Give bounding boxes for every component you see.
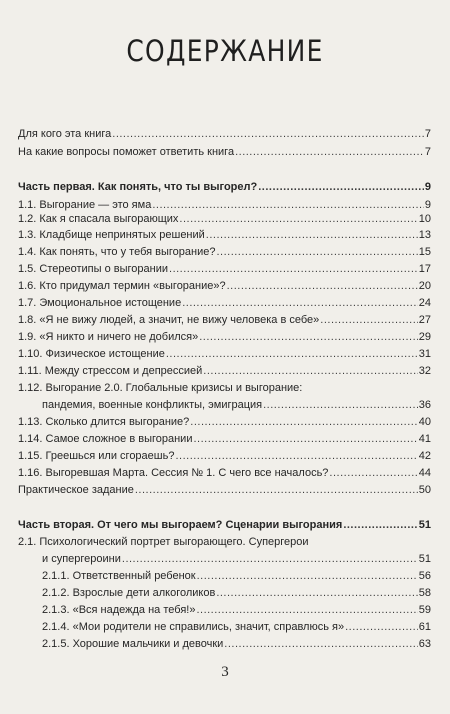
toc-entry-page: 10 bbox=[418, 213, 431, 225]
dot-leader bbox=[345, 620, 418, 634]
dot-leader bbox=[190, 415, 417, 429]
toc-entry-title: 1.3. Кладбище непринятых решений bbox=[18, 229, 205, 241]
toc-entry-page: 15 bbox=[418, 246, 431, 258]
page-title: СОДЕРЖАНИЕ bbox=[126, 34, 324, 68]
toc-entry-page: 56 bbox=[418, 570, 431, 582]
toc-entry-page: 32 bbox=[418, 365, 431, 377]
toc-entry-title: 2.1.3. «Вся надежда на тебя!» bbox=[42, 604, 196, 616]
toc-entry-title: 2.1.1. Ответственный ребенок bbox=[42, 570, 196, 582]
toc-entry-title: 1.16. Выгоревшая Марта. Сессия № 1. С чего все началось? bbox=[18, 467, 329, 479]
dot-leader bbox=[193, 432, 417, 446]
toc-subentry bbox=[42, 620, 431, 634]
toc-entry-title: Для кого эта книга bbox=[18, 128, 112, 140]
toc-entry-page: 17 bbox=[418, 263, 431, 275]
toc-entry-page: 36 bbox=[418, 399, 431, 411]
toc-entry-page: 51 bbox=[418, 519, 431, 531]
dot-leader bbox=[224, 637, 417, 651]
toc-subentry bbox=[42, 586, 431, 600]
dot-leader bbox=[329, 466, 417, 480]
toc-entry-page: 13 bbox=[418, 229, 431, 241]
toc-entry bbox=[18, 466, 431, 480]
toc-entry-continuation bbox=[42, 398, 431, 412]
toc-entry-page: 61 bbox=[418, 621, 431, 633]
toc-entry-title: 1.4. Как понять, что у тебя выгорание? bbox=[18, 246, 216, 258]
toc-entry-title-continuation: пандемия, военные конфликты, эмиграция bbox=[42, 399, 263, 411]
toc-entry-continuation bbox=[42, 552, 431, 566]
dot-leader bbox=[122, 552, 418, 566]
dot-leader bbox=[227, 279, 418, 293]
toc-entry-title: Часть первая. Как понять, что ты выгорел? bbox=[18, 181, 258, 193]
toc-subentry bbox=[42, 569, 431, 583]
toc-entry-title: 2.1.4. «Мои родители не справились, значит, справлюсь я» bbox=[42, 621, 345, 633]
toc-entry-page: 40 bbox=[418, 416, 431, 428]
toc-entry bbox=[18, 245, 431, 259]
toc-entry bbox=[18, 313, 431, 327]
toc-entry-title: 1.11. Между стрессом и депрессией bbox=[18, 365, 203, 377]
toc-entry-title: 1.8. «Я не вижу людей, а значит, не вижу человека в себе» bbox=[18, 314, 320, 326]
dot-leader bbox=[135, 483, 418, 497]
dot-leader bbox=[179, 212, 417, 226]
dot-leader bbox=[216, 586, 417, 600]
toc-entry-page: 42 bbox=[418, 450, 431, 462]
dot-leader bbox=[216, 245, 417, 259]
toc-entry-title-continuation: и супергероини bbox=[42, 553, 121, 565]
dot-leader bbox=[166, 347, 418, 361]
dot-leader bbox=[206, 228, 418, 242]
dot-leader bbox=[235, 145, 424, 159]
toc-entry bbox=[18, 415, 431, 429]
toc-entry-title: 1.5. Стереотипы о выгорании bbox=[18, 263, 169, 275]
dot-leader bbox=[196, 603, 417, 617]
toc-entry-title: 2.1.2. Взрослые дети алкоголиков bbox=[42, 587, 216, 599]
dot-leader bbox=[343, 518, 417, 532]
dot-leader bbox=[263, 398, 418, 412]
toc-entry bbox=[18, 262, 431, 276]
toc-entry-page: 20 bbox=[418, 280, 431, 292]
dot-leader bbox=[199, 330, 418, 344]
toc-entry-title: 1.13. Сколько длится выгорание? bbox=[18, 416, 190, 428]
toc-entry bbox=[18, 279, 431, 293]
toc-entry bbox=[18, 364, 431, 378]
toc-entry-title: 1.7. Эмоциональное истощение bbox=[18, 297, 182, 309]
toc-entry-title: 1.10. Физическое истощение bbox=[18, 348, 165, 360]
toc-entry-title: 1.12. Выгорание 2.0. Глобальные кризисы и выгорание: bbox=[18, 382, 303, 394]
toc-entry-title: 2.1. Психологический портрет выгорающего. Супергерои bbox=[18, 536, 309, 548]
toc-entry-page: 24 bbox=[418, 297, 431, 309]
toc-entry-title: 1.9. «Я никто и ничего не добился» bbox=[18, 331, 199, 343]
toc-entry-page: 7 bbox=[424, 128, 431, 140]
toc-entry-page: 63 bbox=[418, 638, 431, 650]
toc-entry-title: 1.2. Как я спасала выгорающих bbox=[18, 213, 179, 225]
toc-entry-title: 1.6. Кто придумал термин «выгорание»? bbox=[18, 280, 226, 292]
toc-subentry bbox=[42, 603, 431, 617]
dot-leader bbox=[203, 364, 417, 378]
toc-entry-page: 44 bbox=[418, 467, 431, 479]
dot-leader bbox=[182, 296, 418, 310]
toc-entry bbox=[18, 212, 431, 226]
toc-entry bbox=[18, 198, 431, 212]
toc-entry bbox=[18, 432, 431, 446]
toc-entry-page: 58 bbox=[418, 587, 431, 599]
toc-entry bbox=[18, 449, 431, 463]
toc-entry-title: 1.1. Выгорание — это яма bbox=[18, 199, 152, 211]
dot-leader bbox=[169, 262, 418, 276]
toc-entry bbox=[18, 483, 431, 497]
toc-entry bbox=[18, 228, 431, 242]
toc-entry-page: 41 bbox=[418, 433, 431, 445]
toc-entry-title: 2.1.5. Хорошие мальчики и девочки bbox=[42, 638, 224, 650]
toc-entry-page: 9 bbox=[424, 181, 431, 193]
toc-entry-title: Практическое задание bbox=[18, 484, 134, 496]
toc-entry bbox=[18, 330, 431, 344]
toc-entry-page: 51 bbox=[418, 553, 431, 565]
toc-subentry bbox=[42, 637, 431, 651]
toc-entry-page: 50 bbox=[418, 484, 431, 496]
dot-leader bbox=[258, 180, 424, 194]
dot-leader bbox=[152, 198, 424, 212]
dot-leader bbox=[197, 569, 418, 583]
page-number: 3 bbox=[221, 664, 229, 680]
toc-entry-title: Часть вторая. От чего мы выгораем? Сценарии выгорания bbox=[18, 519, 343, 531]
toc-entry-page: 7 bbox=[424, 146, 431, 158]
toc-entry-title: На какие вопросы поможет ответить книга bbox=[18, 146, 235, 158]
toc-entry-page: 9 bbox=[424, 199, 431, 211]
toc-entry bbox=[18, 296, 431, 310]
toc-part-heading bbox=[18, 518, 431, 532]
toc-entry-page: 27 bbox=[418, 314, 431, 326]
dot-leader bbox=[175, 449, 417, 463]
toc-entry-title: 1.14. Самое сложное в выгорании bbox=[18, 433, 193, 445]
toc-entry-page: 31 bbox=[418, 348, 431, 360]
toc-entry bbox=[18, 127, 431, 141]
toc-entry-page: 29 bbox=[418, 331, 431, 343]
dot-leader bbox=[112, 127, 424, 141]
toc-entry-first-line bbox=[18, 535, 431, 549]
toc-entry-page: 59 bbox=[418, 604, 431, 616]
toc-entry bbox=[18, 145, 431, 159]
toc-entry-title: 1.15. Греешься или сгораешь? bbox=[18, 450, 175, 462]
toc-entry bbox=[18, 347, 431, 361]
dot-leader bbox=[320, 313, 417, 327]
toc-part-heading bbox=[18, 180, 431, 194]
toc-entry-first-line bbox=[18, 381, 431, 395]
